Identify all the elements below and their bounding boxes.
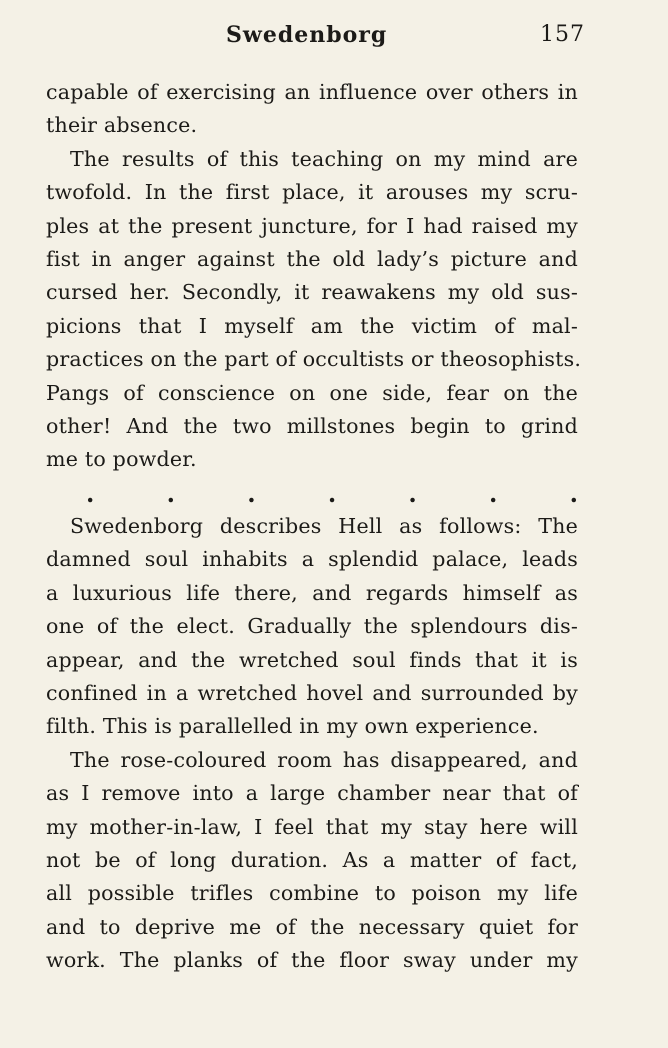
text-line: one of the elect. Gradually the splendours dis- [46,614,578,639]
text-line: fist in anger against the old lady’s picture and [46,246,578,271]
text-line: practices on the part of occultists or theosophists. [46,347,582,372]
text-line: and to deprive me of the necessary quiet for [46,914,578,939]
text-line: twofold. In the first place, it arouses my scru- [46,180,578,205]
text-line: ples at the present juncture, for I had raised my [46,213,578,238]
text-line: me to powder. [46,447,197,472]
text-line: The rose-coloured room has disappeared, and [70,747,578,772]
text-line: my mother-in-law, I feel that my stay here will [46,814,578,839]
page-number: 157 [540,22,585,47]
text-line: The results of this teaching on my mind are [70,146,578,171]
section-break-dots: . . . . . . . [86,478,578,508]
text-line: cursed her. Secondly, it reawakens my old sus- [46,280,578,305]
text-line: confined in a wretched hovel and surrounded by [46,681,578,706]
text-line: appear, and the wretched soul finds that it is [46,647,578,672]
text-line: Swedenborg describes Hell as follows: The [70,514,578,539]
text-line: not be of long duration. As a matter of fact, [46,847,578,872]
text-line: a luxurious life there, and regards himself as [46,580,578,605]
running-head [0,22,668,52]
body-text [46,76,582,978]
text-line: all possible trifles combine to poison my life [46,881,578,906]
text-line: work. The planks of the floor sway under my [46,948,578,973]
text-line: filth. This is parallelled in my own experience. [46,714,539,739]
text-line: capable of exercising an influence over others in [46,80,578,104]
text-line: their absence. [46,113,198,138]
text-line: picions that I myself am the victim of mal- [46,313,578,338]
text-line: as I remove into a large chamber near that of [46,781,578,806]
text-line: Pangs of conscience on one side, fear on the [46,380,578,405]
text-line: other! And the two millstones begin to grind [46,413,578,438]
text-line: damned soul inhabits a splendid palace, leads [46,547,578,572]
running-title: Swedenborg [226,22,388,48]
